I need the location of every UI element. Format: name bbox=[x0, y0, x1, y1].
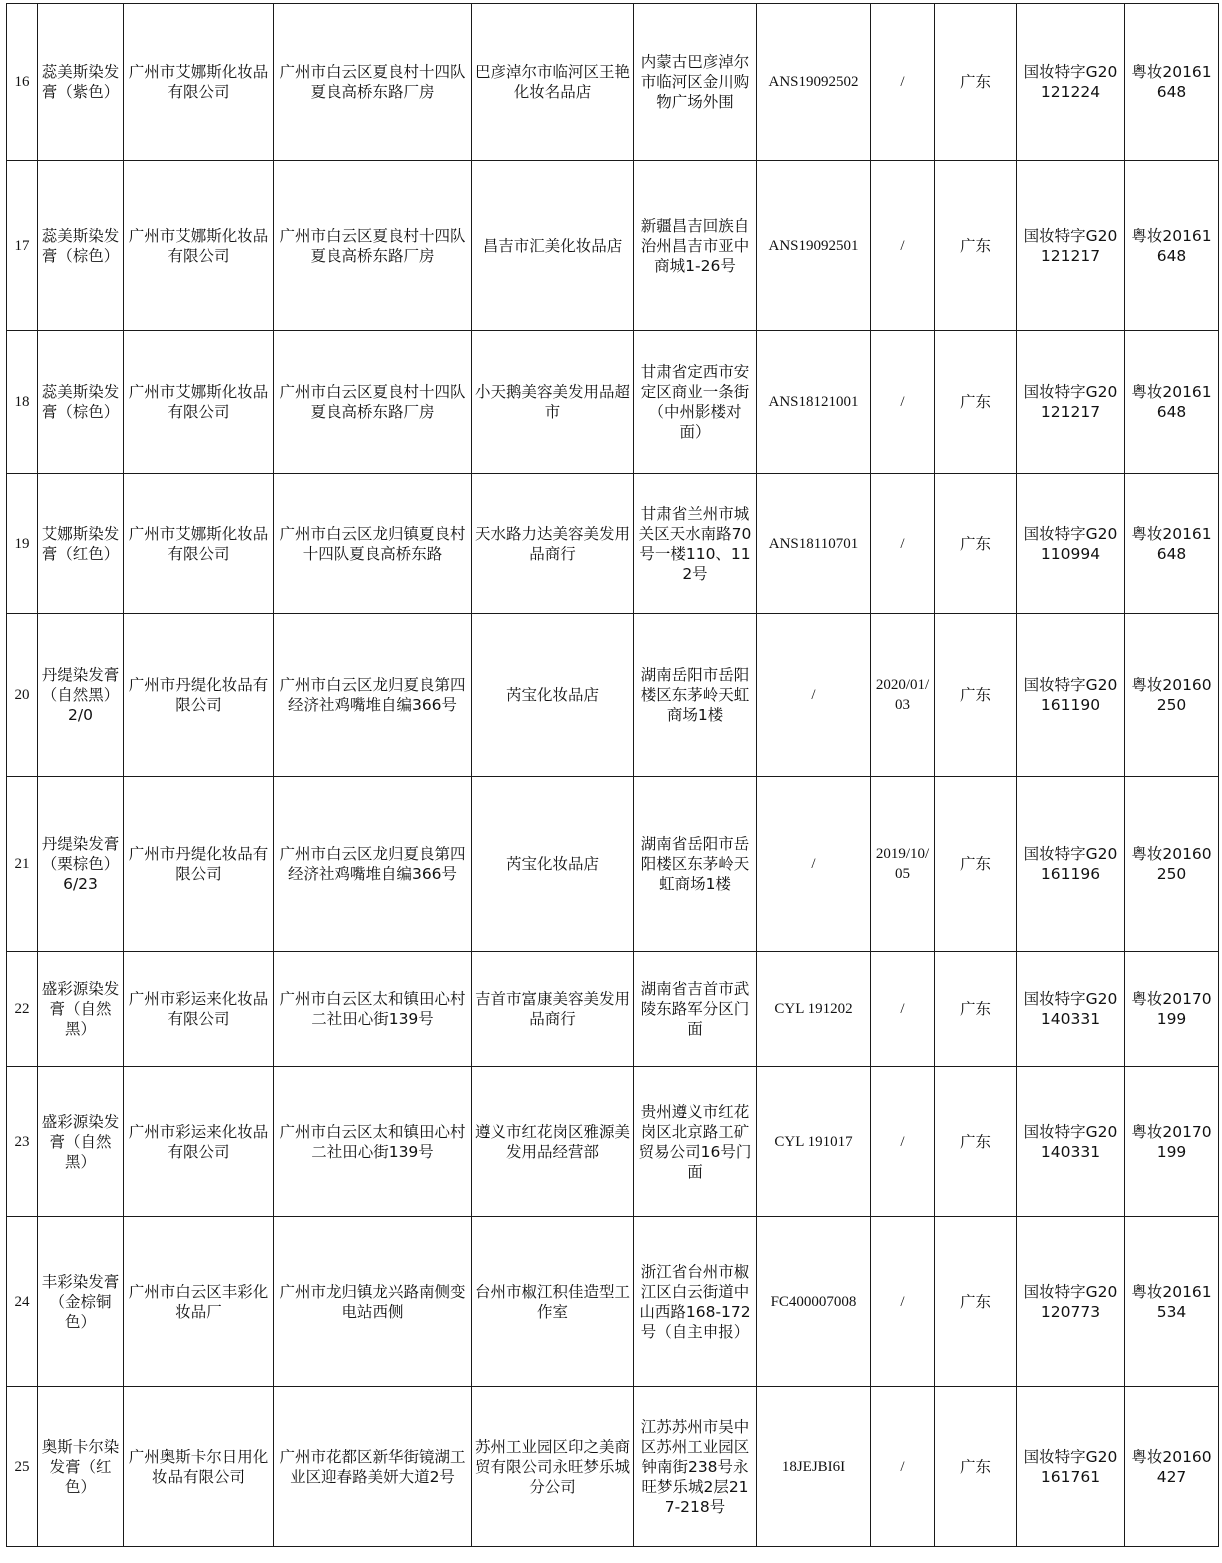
province-cell: 广东 bbox=[935, 1067, 1017, 1217]
store-address-cell: 浙江省台州市椒江区白云街道中山西路168-172号（自主申报） bbox=[634, 1217, 757, 1387]
production-date-cell: 2019/10/05 bbox=[871, 777, 935, 952]
product-name-cell: 丹缇染发膏（栗棕色）6/23 bbox=[38, 777, 124, 952]
production-permit-cell: 粤妆20170199 bbox=[1125, 1067, 1219, 1217]
production-date-cell: / bbox=[871, 1067, 935, 1217]
manufacturer-cell: 广州市艾娜斯化妆品有限公司 bbox=[124, 161, 274, 331]
batch-number-cell: 18JEJBI6I bbox=[757, 1387, 871, 1547]
batch-number-cell: ANS18121001 bbox=[757, 331, 871, 474]
production-permit-cell: 粤妆20161648 bbox=[1125, 331, 1219, 474]
manufacturer-cell: 广州市艾娜斯化妆品有限公司 bbox=[124, 4, 274, 161]
production-date-cell: 2020/01/03 bbox=[871, 614, 935, 777]
batch-number-cell: CYL 191202 bbox=[757, 952, 871, 1067]
sampled-store-cell: 遵义市红花岗区雅源美发用品经营部 bbox=[472, 1067, 634, 1217]
manufacturer-address-cell: 广州市白云区太和镇田心村二社田心街139号 bbox=[274, 1067, 472, 1217]
manufacturer-address-cell: 广州市龙归镇龙兴路南侧变电站西侧 bbox=[274, 1217, 472, 1387]
row-number-cell: 24 bbox=[7, 1217, 38, 1387]
store-address-cell: 江苏苏州市吴中区苏州工业园区钟南街238号永旺梦乐城2层217-218号 bbox=[634, 1387, 757, 1547]
row-number-cell: 21 bbox=[7, 777, 38, 952]
province-cell: 广东 bbox=[935, 4, 1017, 161]
batch-number-cell: / bbox=[757, 614, 871, 777]
special-license-cell: 国妆特字G20121224 bbox=[1017, 4, 1125, 161]
manufacturer-address-cell: 广州市白云区龙归镇夏良村十四队夏良高桥东路 bbox=[274, 474, 472, 614]
production-permit-cell: 粤妆20160250 bbox=[1125, 777, 1219, 952]
sampled-store-cell: 芮宝化妆品店 bbox=[472, 777, 634, 952]
store-address-cell: 甘肃省兰州市城关区天水南路70号一楼110、112号 bbox=[634, 474, 757, 614]
row-number-cell: 23 bbox=[7, 1067, 38, 1217]
table-row bbox=[7, 1387, 1219, 1547]
store-address-cell: 贵州遵义市红花岗区北京路工矿贸易公司16号门面 bbox=[634, 1067, 757, 1217]
manufacturer-cell: 广州市艾娜斯化妆品有限公司 bbox=[124, 331, 274, 474]
sampled-store-cell: 昌吉市汇美化妆品店 bbox=[472, 161, 634, 331]
production-date-cell: / bbox=[871, 161, 935, 331]
row-number-cell: 20 bbox=[7, 614, 38, 777]
sampled-store-cell: 吉首市富康美容美发用品商行 bbox=[472, 952, 634, 1067]
province-cell: 广东 bbox=[935, 614, 1017, 777]
manufacturer-cell: 广州市丹缇化妆品有限公司 bbox=[124, 777, 274, 952]
special-license-cell: 国妆特字G20140331 bbox=[1017, 1067, 1125, 1217]
production-date-cell: / bbox=[871, 1217, 935, 1387]
store-address-cell: 湖南省吉首市武陵东路军分区门面 bbox=[634, 952, 757, 1067]
production-permit-cell: 粤妆20160250 bbox=[1125, 614, 1219, 777]
product-name-cell: 艾娜斯染发膏（红色） bbox=[38, 474, 124, 614]
product-name-cell: 蕊美斯染发膏（棕色） bbox=[38, 161, 124, 331]
production-permit-cell: 粤妆20161534 bbox=[1125, 1217, 1219, 1387]
sampled-store-cell: 小天鹅美容美发用品超市 bbox=[472, 331, 634, 474]
product-name-cell: 丰彩染发膏（金棕铜色） bbox=[38, 1217, 124, 1387]
special-license-cell: 国妆特字G20140331 bbox=[1017, 952, 1125, 1067]
special-license-cell: 国妆特字G20110994 bbox=[1017, 474, 1125, 614]
province-cell: 广东 bbox=[935, 474, 1017, 614]
table-row bbox=[7, 1067, 1219, 1217]
product-name-cell: 丹缇染发膏（自然黑）2/0 bbox=[38, 614, 124, 777]
manufacturer-address-cell: 广州市白云区夏良村十四队夏良高桥东路厂房 bbox=[274, 161, 472, 331]
sampled-store-cell: 巴彦淖尔市临河区王艳化妆名品店 bbox=[472, 4, 634, 161]
production-date-cell: / bbox=[871, 331, 935, 474]
table-body bbox=[7, 4, 1219, 1547]
manufacturer-address-cell: 广州市白云区夏良村十四队夏良高桥东路厂房 bbox=[274, 4, 472, 161]
batch-number-cell: ANS18110701 bbox=[757, 474, 871, 614]
table-row bbox=[7, 1217, 1219, 1387]
manufacturer-cell: 广州市丹缇化妆品有限公司 bbox=[124, 614, 274, 777]
manufacturer-cell: 广州奥斯卡尔日用化妆品有限公司 bbox=[124, 1387, 274, 1547]
production-permit-cell: 粤妆20161648 bbox=[1125, 474, 1219, 614]
special-license-cell: 国妆特字G20161190 bbox=[1017, 614, 1125, 777]
row-number-cell: 16 bbox=[7, 4, 38, 161]
sampling-results-table bbox=[6, 3, 1219, 1547]
manufacturer-address-cell: 广州市白云区太和镇田心村二社田心街139号 bbox=[274, 952, 472, 1067]
production-permit-cell: 粤妆20170199 bbox=[1125, 952, 1219, 1067]
special-license-cell: 国妆特字G20161196 bbox=[1017, 777, 1125, 952]
store-address-cell: 新疆昌吉回族自治州昌吉市亚中商城1-26号 bbox=[634, 161, 757, 331]
product-name-cell: 蕊美斯染发膏（紫色） bbox=[38, 4, 124, 161]
batch-number-cell: ANS19092501 bbox=[757, 161, 871, 331]
sampled-store-cell: 苏州工业园区印之美商贸有限公司永旺梦乐城分公司 bbox=[472, 1387, 634, 1547]
province-cell: 广东 bbox=[935, 777, 1017, 952]
row-number-cell: 25 bbox=[7, 1387, 38, 1547]
manufacturer-cell: 广州市彩运来化妆品有限公司 bbox=[124, 1067, 274, 1217]
batch-number-cell: CYL 191017 bbox=[757, 1067, 871, 1217]
table-row bbox=[7, 331, 1219, 474]
sampled-store-cell: 台州市椒江积佳造型工作室 bbox=[472, 1217, 634, 1387]
table-row bbox=[7, 777, 1219, 952]
province-cell: 广东 bbox=[935, 331, 1017, 474]
production-date-cell: / bbox=[871, 952, 935, 1067]
product-name-cell: 盛彩源染发膏（自然黑） bbox=[38, 1067, 124, 1217]
table-row bbox=[7, 474, 1219, 614]
production-permit-cell: 粤妆20161648 bbox=[1125, 161, 1219, 331]
sampled-store-cell: 天水路力达美容美发用品商行 bbox=[472, 474, 634, 614]
production-permit-cell: 粤妆20160427 bbox=[1125, 1387, 1219, 1547]
store-address-cell: 湖南岳阳市岳阳楼区东茅岭天虹商场1楼 bbox=[634, 614, 757, 777]
special-license-cell: 国妆特字G20120773 bbox=[1017, 1217, 1125, 1387]
product-name-cell: 奥斯卡尔染发膏（红色） bbox=[38, 1387, 124, 1547]
production-date-cell: / bbox=[871, 4, 935, 161]
production-date-cell: / bbox=[871, 1387, 935, 1547]
store-address-cell: 湖南省岳阳市岳阳楼区东茅岭天虹商场1楼 bbox=[634, 777, 757, 952]
production-date-cell: / bbox=[871, 474, 935, 614]
province-cell: 广东 bbox=[935, 1217, 1017, 1387]
table-row bbox=[7, 4, 1219, 161]
manufacturer-cell: 广州市彩运来化妆品有限公司 bbox=[124, 952, 274, 1067]
manufacturer-cell: 广州市白云区丰彩化妆品厂 bbox=[124, 1217, 274, 1387]
manufacturer-address-cell: 广州市花都区新华街镜湖工业区迎春路美妍大道2号 bbox=[274, 1387, 472, 1547]
row-number-cell: 19 bbox=[7, 474, 38, 614]
province-cell: 广东 bbox=[935, 161, 1017, 331]
manufacturer-address-cell: 广州市白云区龙归夏良第四经济社鸡嘴堆自编366号 bbox=[274, 777, 472, 952]
batch-number-cell: FC400007008 bbox=[757, 1217, 871, 1387]
store-address-cell: 甘肃省定西市安定区商业一条街（中州影楼对面） bbox=[634, 331, 757, 474]
document-page bbox=[6, 3, 1218, 1563]
special-license-cell: 国妆特字G20161761 bbox=[1017, 1387, 1125, 1547]
row-number-cell: 22 bbox=[7, 952, 38, 1067]
row-number-cell: 17 bbox=[7, 161, 38, 331]
batch-number-cell: ANS19092502 bbox=[757, 4, 871, 161]
special-license-cell: 国妆特字G20121217 bbox=[1017, 161, 1125, 331]
province-cell: 广东 bbox=[935, 952, 1017, 1067]
product-name-cell: 盛彩源染发膏（自然黑） bbox=[38, 952, 124, 1067]
manufacturer-address-cell: 广州市白云区龙归夏良第四经济社鸡嘴堆自编366号 bbox=[274, 614, 472, 777]
store-address-cell: 内蒙古巴彦淖尔市临河区金川购物广场外围 bbox=[634, 4, 757, 161]
manufacturer-address-cell: 广州市白云区夏良村十四队夏良高桥东路厂房 bbox=[274, 331, 472, 474]
table-row bbox=[7, 952, 1219, 1067]
province-cell: 广东 bbox=[935, 1387, 1017, 1547]
batch-number-cell: / bbox=[757, 777, 871, 952]
production-permit-cell: 粤妆20161648 bbox=[1125, 4, 1219, 161]
product-name-cell: 蕊美斯染发膏（棕色） bbox=[38, 331, 124, 474]
table-row bbox=[7, 614, 1219, 777]
sampled-store-cell: 芮宝化妆品店 bbox=[472, 614, 634, 777]
row-number-cell: 18 bbox=[7, 331, 38, 474]
special-license-cell: 国妆特字G20121217 bbox=[1017, 331, 1125, 474]
manufacturer-cell: 广州市艾娜斯化妆品有限公司 bbox=[124, 474, 274, 614]
table-row bbox=[7, 161, 1219, 331]
